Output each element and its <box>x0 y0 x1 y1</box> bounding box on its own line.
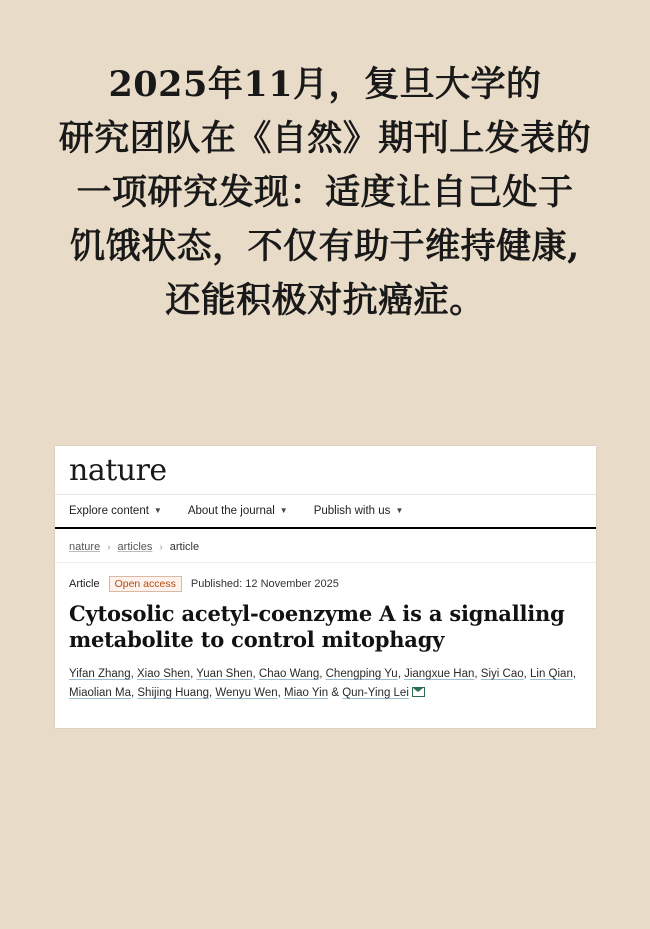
article-type-label: Article <box>69 578 100 590</box>
nav-item-explore-content[interactable] <box>69 505 162 517</box>
nav-item-label: About the journal <box>187 505 275 517</box>
nav-item-publish-with-us[interactable] <box>314 505 404 517</box>
author-link[interactable]: Miao Yin <box>284 687 329 699</box>
headline-line-5: 还能积极对抗癌症。 <box>165 280 485 321</box>
author-ampersand: & <box>331 687 339 699</box>
article-meta <box>55 563 596 592</box>
author-link[interactable]: Yuan Shen <box>196 668 253 680</box>
author-separator: , <box>209 687 216 699</box>
breadcrumb-separator-icon: › <box>107 541 111 553</box>
nav-item-about-the-journal[interactable] <box>188 505 288 517</box>
author-link[interactable]: Miaolian Ma <box>69 687 131 699</box>
author-link[interactable]: Jiangxue Han <box>404 668 475 680</box>
nature-screenshot-card <box>55 446 596 728</box>
corresponding-author-link[interactable]: Qun-Ying Lei <box>342 687 409 699</box>
author-separator: , <box>474 668 481 680</box>
headline-line-2: 研究团队在《自然》期刊上发表的 <box>58 118 592 159</box>
site-header <box>55 446 596 494</box>
author-separator: , <box>277 687 284 699</box>
page-title <box>28 58 622 328</box>
nav-item-label: Publish with us <box>313 505 391 517</box>
author-link[interactable]: Lin Qian <box>530 668 573 680</box>
published-date: Published: 12 November 2025 <box>190 578 339 590</box>
author-link[interactable]: Wenyu Wen <box>215 687 278 699</box>
breadcrumb <box>55 529 596 563</box>
author-separator: , <box>572 668 577 680</box>
chevron-down-icon: ▼ <box>153 506 162 515</box>
headline-line-4: 饥饿状态，不仅有助于维持健康, <box>70 226 580 267</box>
nav-item-label: Explore content <box>69 505 149 517</box>
author-link[interactable]: Yifan Zhang <box>69 668 131 680</box>
article-title: Cytosolic acetyl-coenzyme A is a signalling metabolite to control mitophagy <box>69 601 565 652</box>
status-badge[interactable]: Open access <box>109 576 182 592</box>
author-list <box>55 653 596 703</box>
breadcrumb-item-articles[interactable]: articles <box>117 541 153 553</box>
author-separator: , <box>130 668 137 680</box>
breadcrumb-item-article: article <box>169 541 200 553</box>
headline-line-3: 一项研究发现：适度让自己处于 <box>76 172 574 213</box>
author-link[interactable]: Siyi Cao <box>480 668 524 680</box>
author-separator: , <box>319 668 326 680</box>
author-separator: , <box>523 668 531 680</box>
nature-logo[interactable]: nature <box>69 453 167 488</box>
author-link[interactable]: Chengping Yu <box>325 668 398 680</box>
author-link[interactable]: Shijing Huang <box>137 687 209 699</box>
breadcrumb-separator-icon: › <box>159 541 163 553</box>
headline-line-1: 2025年11月，复旦大学的 <box>108 64 542 105</box>
author-link[interactable]: Chao Wang <box>258 668 320 680</box>
author-separator: , <box>252 668 259 680</box>
breadcrumb-item-nature[interactable]: nature <box>69 541 101 553</box>
author-separator: , <box>131 687 138 699</box>
chevron-down-icon: ▼ <box>279 506 288 515</box>
envelope-icon[interactable] <box>412 687 425 697</box>
chevron-down-icon: ▼ <box>395 506 404 515</box>
author-link[interactable]: Xiao Shen <box>136 668 191 680</box>
author-separator: , <box>397 668 405 680</box>
main-navigation <box>55 494 596 529</box>
author-separator: , <box>190 668 197 680</box>
